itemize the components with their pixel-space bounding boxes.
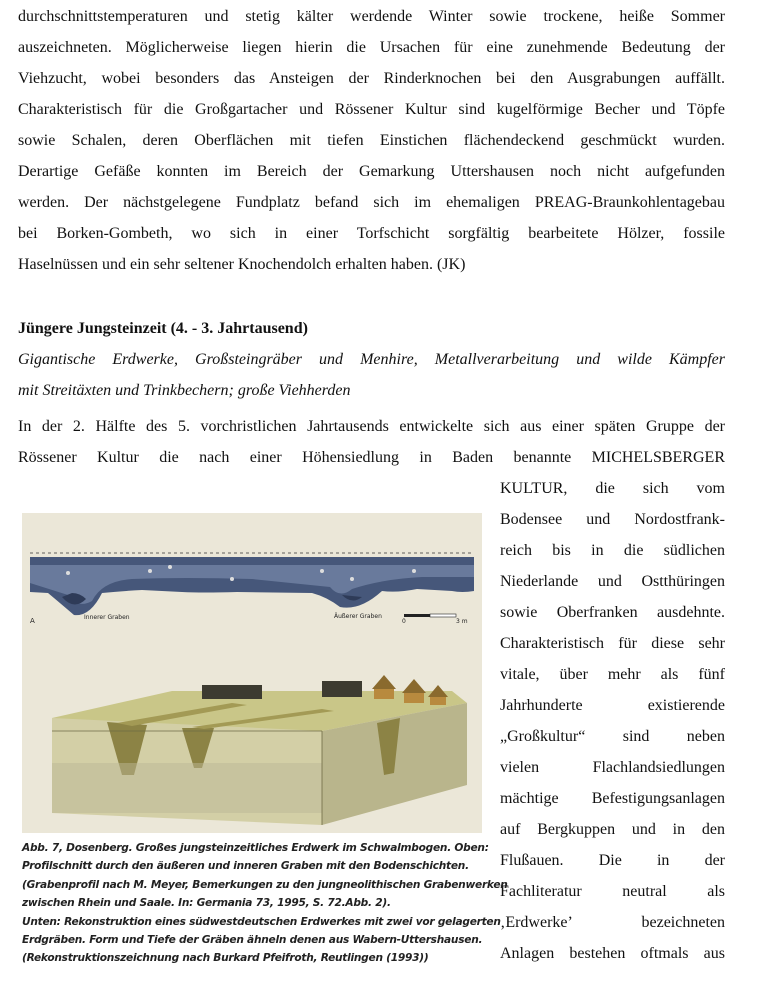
earthwork-figure	[22, 513, 482, 833]
paragraph-line: Viehzucht, wobei besonders das Ansteigen der Rinderknochen bei den Ausgrabungen auffällt.	[18, 70, 725, 87]
column-line: Jahrhunderte existierende	[500, 697, 725, 714]
paragraph-line: In der 2. Hälfte des 5. vorchristlichen Jahrtausends entwickelte sich aus einer späten Gruppe der	[18, 418, 725, 435]
ditch-profile-drawing	[30, 553, 474, 625]
column-line: sowie Oberfranken ausdehnte.	[500, 604, 725, 621]
caption-line: Erdgräben. Form und Tiefe der Gräben ähneln denen aus Wabern-Uttershausen.	[22, 934, 483, 947]
scale-start-label: 0	[402, 618, 406, 625]
caption-line: (Grabenprofil nach M. Meyer, Bemerkungen zu den jungneolithischen Grabenwerken	[22, 878, 508, 891]
column-line: auf Bergkuppen und in den	[500, 821, 725, 838]
paragraph-line: Derartige Gefäße konnten im Bereich der Gemarkung Uttershausen noch nicht aufgefunden	[18, 163, 725, 180]
column-line: mächtige Befestigungsanlagen	[500, 790, 725, 807]
paragraph-line: Charakteristisch für die Großgartacher und Rössener Kultur sind kugelförmige Becher und Töpfe	[18, 101, 725, 118]
paragraph-line: Rössener Kultur die nach einer Höhensiedlung in Baden benannte MICHELSBERGER	[18, 449, 725, 466]
caption-line: Profilschnitt durch den äußeren und inneren Graben mit den Bodenschichten.	[22, 860, 469, 873]
paragraph-line: Haselnüssen und ein sehr seltener Knochendolch erhalten haben. (JK)	[18, 256, 466, 273]
paragraph-line: durchschnittstemperaturen und stetig kälter werdende Winter sowie trockene, heiße Sommer	[18, 8, 725, 25]
paragraph-line: auszeichneten. Möglicherweise liegen hierin die Ursachen für eine zunehmende Bedeutung der	[18, 39, 725, 56]
column-line: ‚Erdwerke’ bezeichneten	[500, 914, 725, 931]
scale-end-label: 3 m	[456, 618, 468, 625]
column-line: Anlagen bestehen oftmals aus	[500, 945, 725, 962]
column-line: „Großkultur“ sind neben	[500, 728, 725, 745]
caption-line: Abb. 7, Dosenberg. Großes jungsteinzeitliches Erdwerk im Schwalmbogen. Oben:	[22, 842, 489, 854]
column-line: reich bis in die südlichen	[500, 542, 725, 559]
column-line: Flußauen. Die in der	[500, 852, 725, 869]
inner-ditch-label: Innerer Graben	[84, 614, 130, 621]
outer-ditch-label: Äußerer Graben	[334, 613, 382, 620]
paragraph-line: bei Borken-Gombeth, wo sich in einer Torfschicht sorgfältig bearbeitete Hölzer, fossile	[18, 225, 725, 242]
earthwork-reconstruction-drawing	[52, 675, 467, 825]
column-line: Niederlande und Ostthüringen	[500, 573, 725, 590]
caption-line: (Rekonstruktionszeichnung nach Burkard Pfeifroth, Reutlingen (1993))	[22, 952, 429, 965]
column-line: Bodensee und Nordostfrank-	[500, 511, 725, 528]
column-line: Fachliteratur neutral als	[500, 883, 725, 900]
section-heading: Jüngere Jungsteinzeit (4. - 3. Jahrtausend)	[18, 320, 308, 337]
caption-line: zwischen Rhein und Saale. In: Germania 73, 1995, S. 72.Abb. 2).	[22, 897, 391, 910]
paragraph-line: werden. Der nächstgelegene Fundplatz befand sich im ehemaligen PREAG-Braunkohlentagebau	[18, 194, 725, 211]
section-subtitle-line: Gigantische Erdwerke, Großsteingräber und Menhire, Metallverarbeitung und wilde Kämpfer	[18, 351, 725, 368]
column-line: vielen Flachlandsiedlungen	[500, 759, 725, 776]
paragraph-line: sowie Schalen, deren Oberflächen mit tiefen Einstichen flächendeckend geschmückt wurden.	[18, 132, 725, 149]
column-line: vitale, über mehr als fünf	[500, 666, 725, 683]
figure-caption	[22, 839, 508, 968]
profile-marker-a: A	[30, 617, 35, 625]
caption-line: Unten: Rekonstruktion eines südwestdeutschen Erdwerkes mit zwei vor gelagerten	[22, 915, 501, 928]
column-line: Charakteristisch für diese sehr	[500, 635, 725, 652]
column-line: KULTUR, die sich vom	[500, 480, 725, 497]
section-subtitle-line: mit Streitäxten und Trinkbechern; große Viehherden	[18, 382, 351, 399]
